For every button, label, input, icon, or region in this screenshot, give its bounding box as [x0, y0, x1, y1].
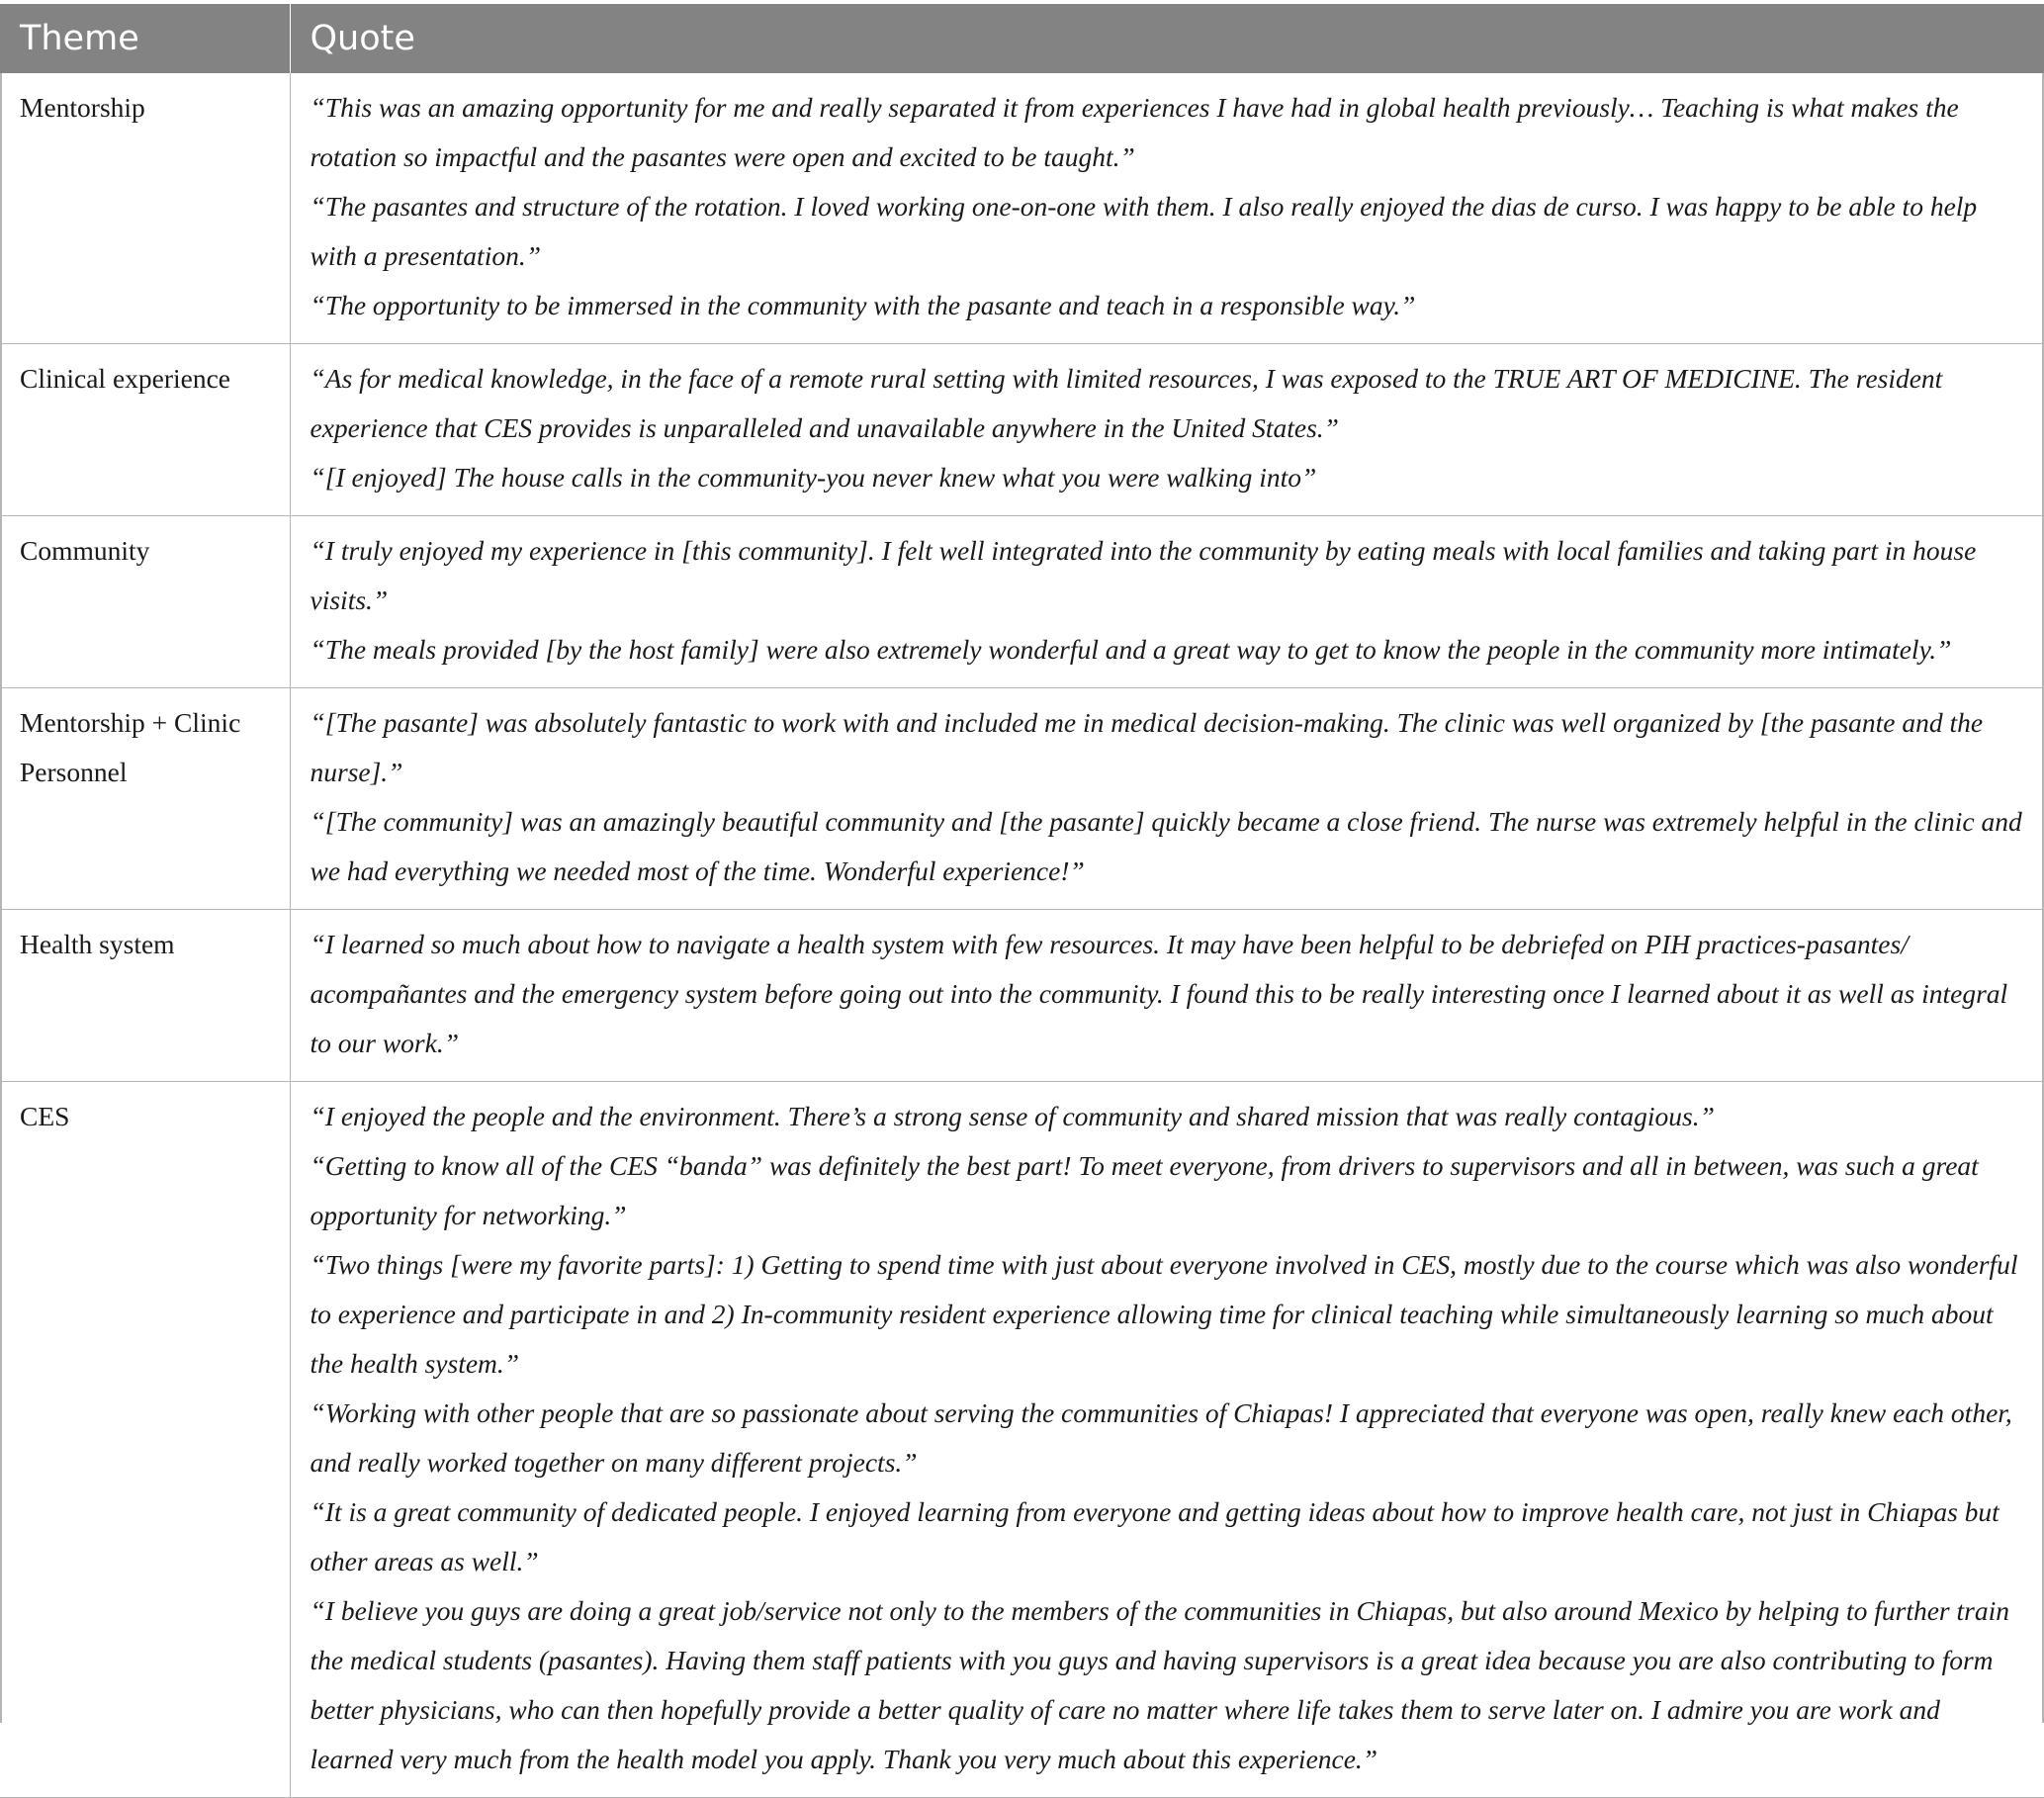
theme-cell: Clinical experience: [0, 344, 290, 516]
quote-cell: [290, 73, 2044, 344]
header-row: [0, 4, 2044, 73]
header-quote: Quote: [290, 4, 2044, 73]
table-row: [0, 1082, 2044, 1798]
table-header: [0, 4, 2044, 73]
table-row: [0, 73, 2044, 344]
quote-cell: [290, 910, 2044, 1082]
quote-text: “As for medical knowledge, in the face of a remote rural setting with limited resources, I was exposed to the TRUE ART OF MEDICINE. The resident experience that CES provides is unparalleled and unavailable anywhere in the United States.”: [310, 363, 1943, 443]
quote-text: “I enjoyed the people and the environment. There’s a strong sense of community and shared mission that was really contagious.”: [310, 1101, 1715, 1131]
theme-cell: CES: [0, 1082, 290, 1798]
quote-text: “Getting to know all of the CES “banda” was definitely the best part! To meet everyone, from drivers to supervisors and all in between, was such a great opportunity for networking.”: [310, 1150, 1979, 1230]
quote-text: “I believe you guys are doing a great job/service not only to the members of the communities in Chiapas, but also around Mexico by helping to further train the medical students (pasantes). Having them staff patients with you guys and having supervisors is a great idea because you are also contributing to form better physicians, who can then hopefully provide a better quality of care no matter where life takes them to serve later on. I admire you are work and learned very much from the health model you apply. Thank you very much about this experience.”: [310, 1595, 2009, 1774]
quote-cell: [290, 516, 2044, 688]
quote-cell: [290, 688, 2044, 910]
theme-cell: Mentorship: [0, 73, 290, 344]
quote-text: “The pasantes and structure of the rotation. I loved working one-on-one with them. I also really enjoyed the dias de curso. I was happy to be able to help with a presentation.”: [310, 191, 1978, 271]
quote-text: “I truly enjoyed my experience in [this community]. I felt well integrated into the community by eating meals with local families and taking part in house visits.”: [310, 535, 1977, 615]
table-row: [0, 344, 2044, 516]
quote-text: “[The pasante] was absolutely fantastic to work with and included me in medical decision-making. The clinic was well organized by [the pasante and the nurse].”: [310, 707, 1984, 787]
quote-text: “Two things [were my favorite parts]: 1) Getting to spend time with just about everyone involved in CES, mostly due to the course which was also wonderful to experience and participate in and 2) In-community resident experience allowing time for clinical teaching while simultaneously learning so much about the health system.”: [310, 1249, 2018, 1379]
quote-text: “[I enjoyed] The house calls in the community-you never knew what you were walking into”: [310, 462, 1317, 493]
themes-quotes-table: [0, 4, 2044, 1798]
quote-cell: [290, 344, 2044, 516]
quote-cell: [290, 1082, 2044, 1798]
theme-cell: Health system: [0, 910, 290, 1082]
quote-text: “The meals provided [by the host family] were also extremely wonderful and a great way to get to know the people in the community more intimately.”: [310, 634, 1952, 665]
quote-text: “The opportunity to be immersed in the community with the pasante and teach in a responsible way.”: [310, 290, 1416, 320]
quote-text: “I learned so much about how to navigate a health system with few resources. It may have been helpful to be debriefed on PIH practices-pasantes/ acompañantes and the emergency system before going out into the community. I found this to be really interesting once I learned about it as well as integral to our work.”: [310, 929, 2008, 1058]
quote-text: “Working with other people that are so passionate about serving the communities of Chiapas! I appreciated that everyone was open, really knew each other, and really worked together on many different projects.”: [310, 1397, 2012, 1478]
table-row: [0, 688, 2044, 910]
table-row: [0, 910, 2044, 1082]
theme-cell: Community: [0, 516, 290, 688]
quote-text: “This was an amazing opportunity for me and really separated it from experiences I have had in global health previously… Teaching is what makes the rotation so impactful and the pasantes were open and excited to be taught.”: [310, 92, 1959, 172]
header-theme: Theme: [0, 4, 290, 73]
quote-text: “[The community] was an amazingly beautiful community and [the pasante] quickly became a close friend. The nurse was extremely helpful in the clinic and we had everything we needed most of the time. Wonderful experience!”: [310, 806, 2022, 886]
quote-text: “It is a great community of dedicated people. I enjoyed learning from everyone and getting ideas about how to improve health care, not just in Chiapas but other areas as well.”: [310, 1496, 2000, 1576]
table-row: [0, 516, 2044, 688]
table-body: [0, 73, 2044, 1798]
theme-cell: Mentorship + Clinic Personnel: [0, 688, 290, 910]
